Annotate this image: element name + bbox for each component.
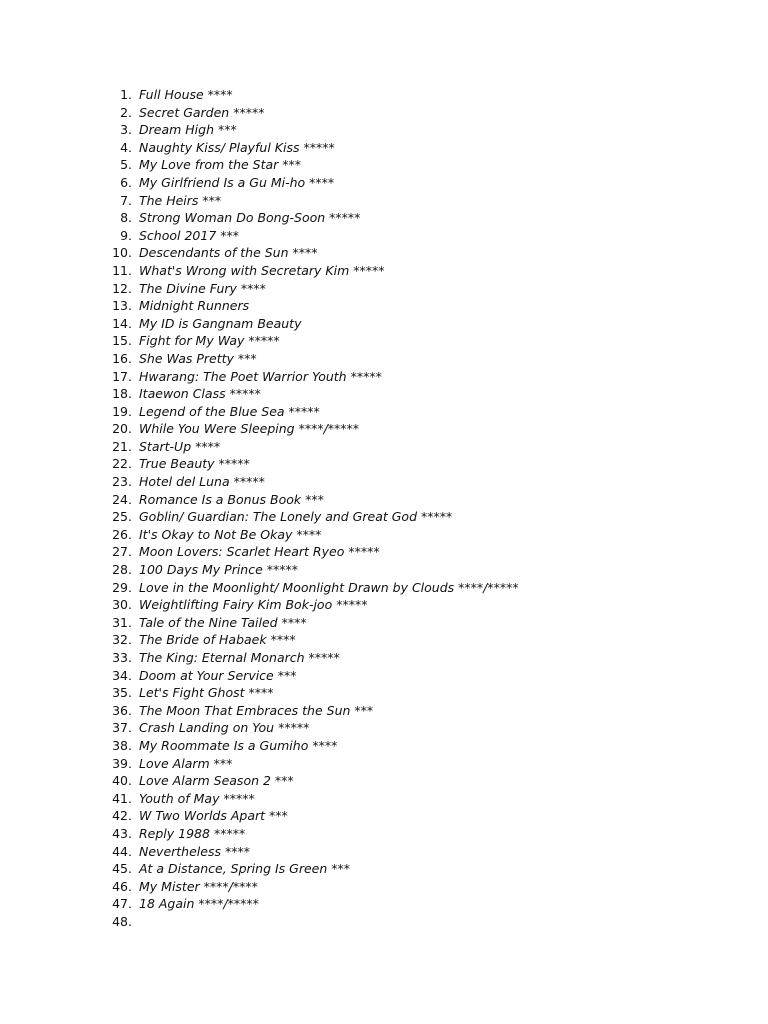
list-item-number: 47. [112, 896, 132, 912]
list-item-title: Youth of May ***** [139, 790, 255, 806]
list-item-number: 8. [120, 210, 132, 226]
list-item-number: 13. [112, 298, 132, 314]
list-item-number: 38. [112, 737, 132, 753]
list-item-title: Tale of the Nine Tailed **** [139, 614, 307, 630]
list-item-title: Let's Fight Ghost **** [139, 685, 274, 701]
list-item-number: 3. [120, 122, 132, 138]
list-item-number: 31. [112, 614, 132, 630]
list-item-title: Start-Up **** [139, 438, 221, 454]
list-item-number: 1. [120, 87, 132, 102]
list-item-number: 11. [112, 262, 132, 278]
list-item-number: 46. [112, 878, 132, 894]
list-item-number: 43. [112, 825, 132, 841]
list-item-title: My Roommate Is a Gumiho **** [139, 737, 338, 753]
list-item-number: 15. [112, 333, 132, 349]
list-item-title: Itaewon Class ***** [139, 386, 261, 402]
list-item-title: While You Were Sleeping ****/***** [139, 421, 360, 437]
list-item-number: 48. [112, 913, 132, 929]
list-item-number: 10. [112, 245, 132, 261]
list-item-number: 2. [120, 104, 132, 120]
list-item-number: 12. [112, 280, 132, 296]
list-item-title: At a Distance, Spring Is Green *** [139, 861, 350, 877]
list-item-title: Full House **** [139, 87, 233, 102]
list-item-title: School 2017 *** [139, 227, 240, 243]
list-item-number: 14. [112, 315, 132, 331]
list-item-number: 45. [112, 861, 132, 877]
list-item-title: My Girlfriend Is a Gu Mi-ho **** [139, 174, 335, 190]
list-item-title: Descendants of the Sun **** [139, 245, 318, 261]
list-item-title: Moon Lovers: Scarlet Heart Ryeo ***** [139, 544, 380, 560]
list-item-number: 27. [112, 544, 132, 560]
list-item-title: Strong Woman Do Bong-Soon ***** [139, 210, 361, 226]
list-item-number: 44. [112, 843, 132, 859]
list-item-number: 17. [112, 368, 132, 384]
list-item-title: It's Okay to Not Be Okay **** [139, 526, 322, 542]
list-item-number: 7. [120, 192, 132, 208]
list-item-number: 6. [120, 174, 132, 190]
list-item-number: 28. [112, 562, 132, 578]
list-item-title: 100 Days My Prince ***** [139, 562, 299, 578]
list-item-title: Reply 1988 ***** [139, 825, 246, 841]
list-item-number: 30. [112, 597, 132, 613]
list-item-title: Secret Garden ***** [139, 104, 265, 120]
list-item-title: Midnight Runners [139, 298, 250, 314]
list-item-number: 39. [112, 755, 132, 771]
list-item-number: 20. [112, 421, 132, 437]
list-item-title: The Moon That Embraces the Sun *** [139, 702, 374, 718]
list-item-title: Hwarang: The Poet Warrior Youth ***** [139, 368, 382, 384]
list-item-number: 5. [120, 157, 132, 173]
list-item-number: 21. [112, 438, 132, 454]
list-item-number: 29. [112, 579, 132, 595]
list-item-number: 22. [112, 456, 132, 472]
list-item-title: Fight for My Way ***** [139, 333, 280, 349]
list-item-number: 42. [112, 808, 132, 824]
list-item-number: 16. [112, 350, 132, 366]
list-item-number: 34. [112, 667, 132, 683]
list-item-title: True Beauty ***** [139, 456, 250, 472]
list-item-title: Legend of the Blue Sea ***** [139, 403, 320, 419]
list-item-number: 4. [120, 139, 132, 155]
list-item-number: 24. [112, 491, 132, 507]
list-item-title: Love Alarm Season 2 *** [139, 773, 294, 789]
list-item-number: 18. [112, 386, 132, 402]
list-item-title: Nevertheless **** [139, 843, 250, 859]
list-item-number: 26. [112, 526, 132, 542]
list-item-number: 37. [112, 720, 132, 736]
list-item-title: Goblin/ Guardian: The Lonely and Great God ***** [139, 509, 453, 525]
list-item-title: Crash Landing on You ***** [139, 720, 310, 736]
list-item-title: The Bride of Habaek **** [139, 632, 296, 648]
list-item-title: The Divine Fury **** [139, 280, 266, 296]
list-item-number: 9. [120, 227, 132, 243]
list-item-number: 32. [112, 632, 132, 648]
list-item-number: 23. [112, 474, 132, 490]
list-item-title: Weightlifting Fairy Kim Bok-joo ***** [139, 597, 368, 613]
list-item-title: Romance Is a Bonus Book *** [139, 491, 324, 507]
list-item-title: Doom at Your Service *** [139, 667, 297, 683]
list-item-title: My Mister ****/**** [139, 878, 258, 894]
list-item-title: Dream High *** [139, 122, 237, 138]
list-item-title: The Heirs *** [139, 192, 222, 208]
list-item-title: Hotel del Luna ***** [139, 474, 265, 490]
list-item-title: My ID is Gangnam Beauty [139, 315, 302, 331]
list-item-number: 41. [112, 790, 132, 806]
list-item-number: 33. [112, 650, 132, 665]
list-item-number: 35. [112, 685, 132, 701]
list-item-title: The King: Eternal Monarch ***** [139, 650, 340, 665]
list-item-number: 25. [112, 509, 132, 525]
list-item-title: Love in the Moonlight/ Moonlight Drawn by Clouds ****/***** [139, 579, 519, 595]
list-item-title: She Was Pretty *** [139, 350, 257, 366]
list-item-title: My Love from the Star *** [139, 157, 302, 173]
list-item-number: 40. [112, 773, 132, 789]
list-item-title: What's Wrong with Secretary Kim ***** [139, 262, 385, 278]
list-item-number: 36. [112, 702, 132, 718]
list-item-title: W Two Worlds Apart *** [139, 808, 288, 824]
list-item-title: Love Alarm *** [139, 755, 233, 771]
list-item-number: 19. [112, 403, 132, 419]
list-item-title: Naughty Kiss/ Playful Kiss ***** [139, 139, 335, 155]
list-item-title: 18 Again ****/***** [139, 896, 259, 912]
